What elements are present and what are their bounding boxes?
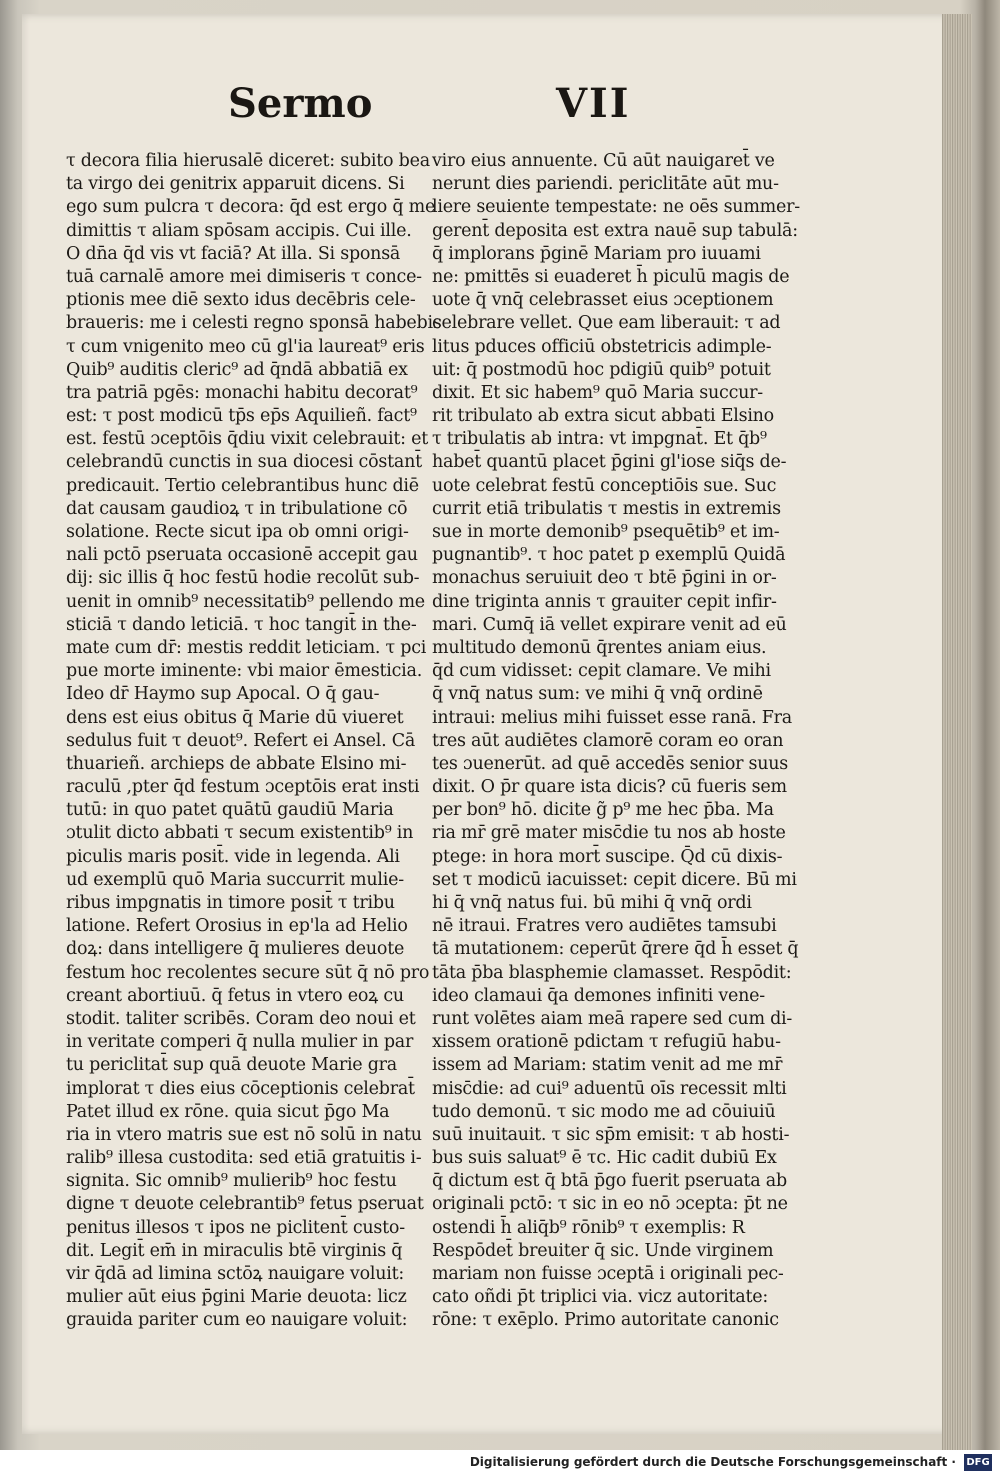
text-line: intraui: melius mihi fuisset esse ranā. Fra: [432, 707, 792, 728]
text-line: dixit. Et sic habem⁹ quō Maria succur-: [432, 382, 763, 403]
text-line: tudo demonū. τ sic modo me ad cōuiuiū: [432, 1101, 776, 1122]
text-line: Respōdet̄ breuiter q̄ sic. Unde virginem: [432, 1240, 774, 1261]
text-line: mari. Cumq̄ iā vellet expirare venit ad eū: [432, 614, 787, 635]
text-line: tutū: in quo patet quātū gaudiū Maria: [66, 800, 394, 821]
text-line: ideo clamaui q̄a demones infiniti vene-: [432, 985, 765, 1006]
text-line: ribus impgnatis in timore posit̄ τ tribu: [66, 893, 395, 913]
text-column-left: [66, 150, 442, 1333]
text-line: hi q̄ vnq̄ natus fui. bū mihi q̄ vnq̄ ordi: [432, 893, 752, 913]
text-line: uote celebrat festū conceptiōis sue. Suc: [432, 475, 777, 496]
text-line: nē itraui. Fratres vero audiētes tamsubi: [432, 916, 777, 937]
text-line: suū inuitauit. τ sic sp̄m emisit: τ ab hosti-: [432, 1124, 790, 1145]
text-line: tu periclitat̄ sup quā deuote Marie gra: [66, 1055, 397, 1076]
text-line: sticiā τ dando leticiā. τ hoc tangit̄ in the-: [66, 614, 417, 635]
header-sermo: Sermo: [228, 80, 373, 127]
text-line: τ tribulatis ab intra: vt impgnat̄. Et q̄b⁹: [432, 429, 767, 450]
text-line: q̄ vnq̄ natus sum: ve mihi q̄ vnq̄ ordinē: [432, 684, 763, 705]
text-line: tā mutationem: ceperūt q̄rere q̄d h̄ esset q̄: [432, 939, 799, 960]
text-line: ud exemplū quō Maria succurrit mulie-: [66, 869, 404, 890]
text-line: dine triginta annis τ grauiter cepit infir-: [432, 591, 777, 612]
text-line: grauida pariter cum eo nauigare voluit:: [66, 1310, 408, 1331]
text-line: digne τ deuote celebrantib⁹ fetus pseruat: [66, 1194, 424, 1215]
text-line: nerunt dies pariendi. periclitāte aūt mu-: [432, 174, 779, 195]
text-line: piculis maris posit̄. vide in legenda. Ali: [66, 846, 400, 867]
text-line: sue in morte demonib⁹ psequētib⁹ et im-: [432, 522, 780, 542]
text-line: nali pctō pseruata occasionē accepit gau: [66, 545, 418, 566]
text-line: ne: pmittēs si euaderet h̄ piculū magis de: [432, 266, 790, 287]
header-number: VII: [556, 80, 631, 127]
text-line: liere seuiente tempestate: ne oēs summer-: [432, 197, 800, 218]
text-line: set τ modicū iacuisset: cepit dicere. Bū mi: [432, 869, 797, 890]
text-line: sedulus fuit τ deuot⁹. Refert ei Ansel. Cā: [66, 730, 416, 751]
text-line: mate cum dr̄: mestis reddit leticiam. τ pci: [66, 637, 427, 658]
text-line: gerent̄ deposita est extra nauē sup tabulā:: [432, 220, 798, 241]
text-line: creant abortiuū. q̄ fetus in vtero eoꝝ cu: [66, 985, 404, 1006]
text-line: ɔtulit dicto abbati τ secum existentib⁹ in: [66, 823, 414, 844]
text-line: tres aūt audiētes clamorē coram eo oran: [432, 730, 784, 751]
text-line: celebrandū cunctis in sua diocesi cōstant̄: [66, 452, 422, 473]
text-line: dens est eius obitus q̄ Marie dū viueret: [66, 707, 404, 728]
text-line: thuarieñ. archieps de abbate Elsino mi-: [66, 753, 407, 774]
text-line: est: τ post modicū tp̄s ep̄s Aquilieñ. fact⁹: [66, 406, 417, 427]
text-line: tuā carnalē amore mei dimiseris τ conce-: [66, 266, 422, 287]
text-line: ostendi h̄ aliq̄b⁹ rōnib⁹ τ exemplis: R: [432, 1217, 745, 1238]
text-line: pue morte iminente: vbi maior ēmesticia.: [66, 661, 423, 682]
text-line: ptege: in hora mort̄ suscipe. Q̄d cū dixis-: [432, 846, 783, 867]
text-line: currit etiā tribulatis τ mestis in extremis: [432, 498, 781, 519]
text-line: braueris: me i celesti regno sponsā habebis: [66, 313, 442, 334]
text-line: tra patriā pgēs: monachi habitu decorat⁹: [66, 382, 418, 403]
text-line: Ideo dr̄ Haymo sup Apocal. O q̄ gau-: [66, 684, 380, 705]
text-line: dixit. O p̄r quare ista dicis? cū fueris sem: [432, 777, 787, 798]
text-line: pugnantib⁹. τ hoc patet p exemplū Quidā: [432, 545, 786, 566]
text-line: runt volētes aiam meā rapere sed cum di-: [432, 1008, 793, 1029]
text-line: q̄ dictum est q̄ btā p̄go fuerit pseruata ab: [432, 1171, 787, 1192]
text-line: rit tribulato ab extra sicut abbati Elsino: [432, 406, 774, 427]
text-line: tāta p̄ba blasphemie clamasset. Respōdit:: [432, 962, 792, 983]
text-line: solatione. Recte sicut ipa ob omni origi-: [66, 522, 409, 542]
text-line: uit: q̄ postmodū hoc pdigiū quib⁹ potuit: [432, 359, 771, 380]
text-line: ria in vtero matris sue est nō solū in natu: [66, 1124, 422, 1145]
text-line: Quib⁹ auditis cleric⁹ ad q̄ndā abbatiā ex: [66, 359, 408, 380]
funding-credit: Digitalisierung gefördert durch die Deutsche Forschungsgemeinschaft ·: [469, 1455, 956, 1469]
text-line: ta virgo dei genitrix apparuit dicens. Si: [66, 174, 405, 195]
text-line: litus pduces officiū obstetricis adimple-: [432, 336, 772, 357]
text-line: mulier aūt eius p̄gini Marie deuota: licz: [66, 1287, 407, 1308]
text-line: bus suis saluat⁹ ē τc. Hic cadit dubiū Ex: [432, 1148, 777, 1169]
text-line: originali pctō: τ sic in eo nō ɔcepta: p̄t ne: [432, 1194, 788, 1215]
text-line: ptionis mee diē sexto idus decēbris cele-: [66, 290, 416, 311]
text-line: misc̄die: ad cui⁹ aduentū oīs recessit mlti: [432, 1078, 787, 1099]
text-line: rōne: τ exēplo. Primo autoritate canonic: [432, 1310, 779, 1331]
text-line: penitus illesos τ ipos ne piclitent̄ custo-: [66, 1217, 405, 1238]
text-line: raculū ,pter q̄d festum ɔceptōis erat insti: [66, 777, 420, 798]
text-line: dit. Legit̄ em̄ in miraculis btē virginis q̄: [66, 1240, 403, 1261]
text-line: celebrare vellet. Que eam liberauit: τ ad: [432, 313, 781, 334]
text-line: dimittis τ aliam spōsam accipis. Cui ille.: [66, 220, 412, 241]
text-line: uote q̄ vnq̄ celebrasset eius ɔceptionem: [432, 290, 774, 311]
digitization-footer: [0, 1450, 1000, 1476]
dfg-logo: DFG: [964, 1454, 992, 1471]
text-line: ralib⁹ illesa custodita: sed etiā gratuitis i-: [66, 1148, 422, 1169]
running-header: [0, 80, 1000, 130]
text-line: q̄d cum vidisset: cepit clamare. Ve mihi: [432, 661, 771, 682]
text-line: issem ad Mariam: statim venit ad me mr̄: [432, 1055, 783, 1076]
text-line: implorat τ dies eius cōceptionis celebrat̄: [66, 1078, 415, 1099]
text-line: τ cum vnigenito meo cū gl'ia laureat⁹ eris: [66, 336, 425, 357]
text-line: vir q̄dā ad limina sctōꝝ nauigare voluit:: [66, 1264, 404, 1284]
text-line: O dn̄a q̄d vis vt faciā? At illa. Si sponsā: [66, 243, 401, 264]
text-line: q̄ implorans p̄ginē Mariam pro iuuami: [432, 243, 761, 264]
text-line: per bon⁹ hō. dicite g̃ p⁹ me hec p̄ba. Ma: [432, 800, 774, 821]
text-line: Patet illud ex rōne. quia sicut p̄go Ma: [66, 1101, 390, 1122]
text-line: tes ɔuenerūt. ad quē accedēs senior suus: [432, 753, 789, 774]
text-line: mariam non fuisse ɔceptā i originali pec-: [432, 1264, 784, 1284]
text-line: τ decora filia hierusalē diceret: subito bea: [66, 151, 430, 171]
text-line: signita. Sic omnib⁹ mulierib⁹ hoc festu: [66, 1171, 397, 1192]
text-line: habet̄ quantū placet p̄gini gl'iose siq̄s de-: [432, 452, 787, 473]
text-line: viro eius annuente. Cū aūt nauigaret̄ ve: [432, 151, 775, 171]
text-line: uenit in omnib⁹ necessitatib⁹ pellendo me: [66, 591, 425, 612]
text-line: in veritate comperi q̄ nulla mulier in par: [66, 1032, 414, 1053]
text-line: latione. Refert Orosius in ep'la ad Helio: [66, 916, 408, 937]
text-line: stodit. taliter scribēs. Coram deo noui et: [66, 1008, 416, 1029]
text-line: multitudo demonū q̄rentes aniam eius.: [432, 637, 767, 658]
text-line: ria mr̄ grē mater misc̄die tu nos ab hoste: [432, 823, 786, 844]
text-line: est. festū ɔceptōis q̄diu vixit celebrauit: et: [66, 429, 429, 450]
text-line: predicauit. Tertio celebrantibus hunc diē: [66, 475, 419, 496]
text-line: xissem orationē pdictam τ refugiū habu-: [432, 1032, 781, 1053]
text-line: dat causam gaudioꝝ τ in tribulatione cō: [66, 498, 408, 519]
text-line: monachus seruiuit deo τ btē p̄gini in or-: [432, 568, 777, 589]
text-line: doꝝ: dans intelligere q̄ mulieres deuote: [66, 939, 405, 960]
page-edge-stack: [942, 14, 972, 1454]
text-column-right: [432, 150, 800, 1333]
text-line: festum hoc recolentes secure sūt q̄ nō pro: [66, 962, 430, 983]
text-line: cato oñdi p̄t triplici via. vicz autoritate:: [432, 1287, 769, 1308]
text-line: ego sum pulcra τ decora: q̄d est ergo q̄ me: [66, 197, 436, 218]
text-line: dij: sic illis q̄ hoc festū hodie recolūt sub-: [66, 568, 420, 589]
